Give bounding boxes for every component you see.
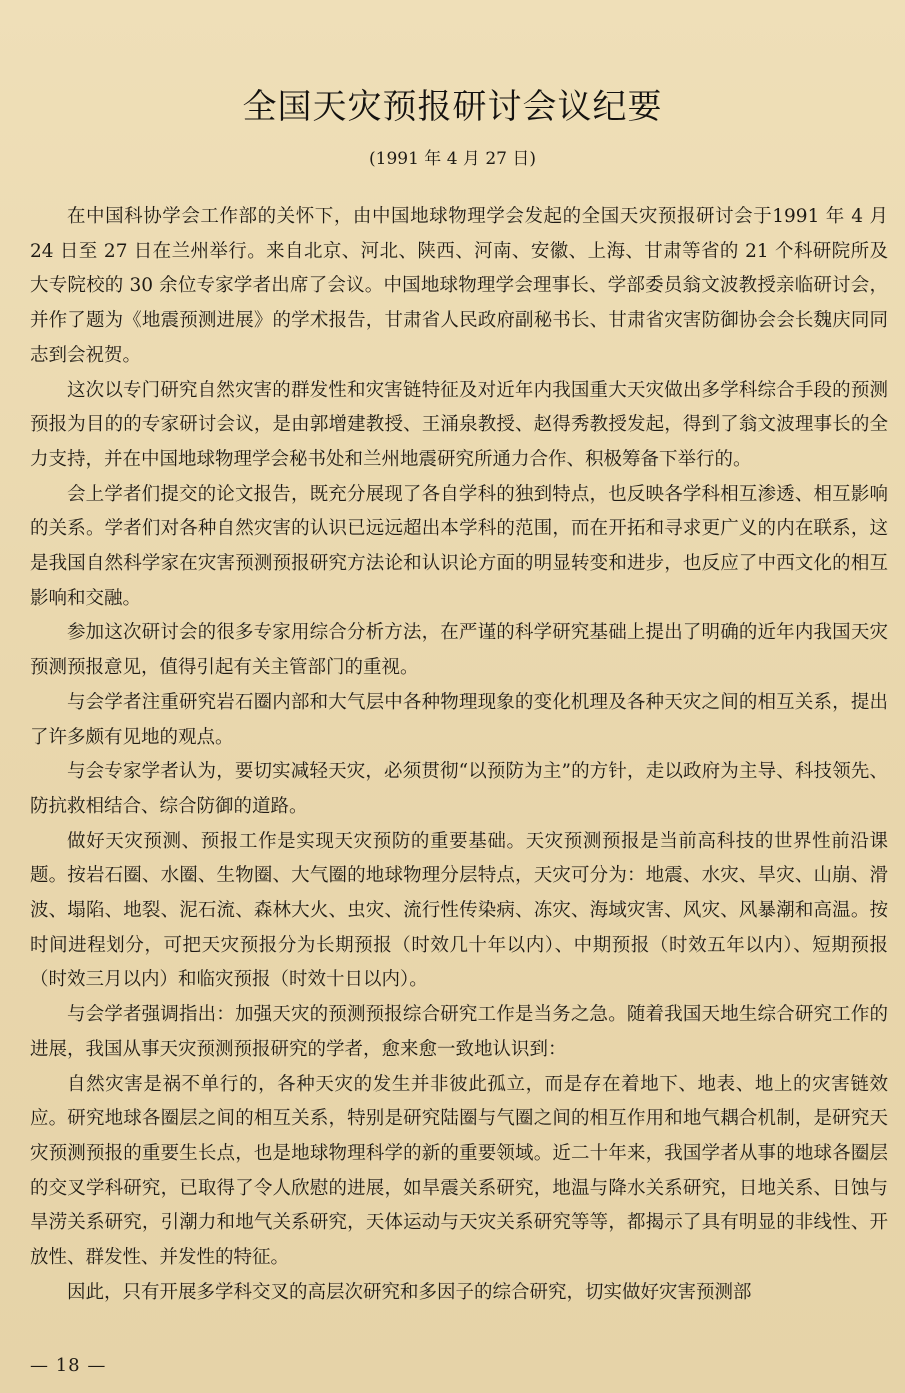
paragraph: 与会学者注重研究岩石圈内部和大气层中各种物理现象的变化机理及各种天灾之间的相互关系，提出了许多颇有见地的观点。 [30, 691, 888, 748]
paragraph: 与会专家学者认为，要切实减轻天灾，必须贯彻“以预防为主”的方针，走以政府为主导、科技领先、防抗救相结合、综合防御的道路。 [30, 761, 888, 817]
page-title: 全国天灾预报研讨会议纪要 [242, 86, 663, 127]
paragraph: 参加这次研讨会的很多专家用综合分析方法，在严谨的科学研究基础上提出了明确的近年内我国天灾预测预报意见，值得引起有关主管部门的重视。 [30, 622, 888, 679]
document-date: (1991 年 4 月 27 日) [369, 149, 536, 169]
paragraph: 因此，只有开展多学科交叉的高层次研究和多因子的综合研究，切实做好灾害预测部 [67, 1281, 752, 1303]
document-body [30, 200, 888, 1311]
paragraph: 这次以专门研究自然灾害的群发性和灾害链特征及对近年内我国重大天灾做出多学科综合手段的预测预报为目的的专家研讨会议，是由郭增建教授、王涌泉教授、赵得秀教授发起，得到了翁文波理事长的全力支持，并在中国地球物理学会秘书处和兰州地震研究所通力合作、积极筹备下举行的。 [30, 379, 888, 470]
paragraph: 会上学者们提交的论文报告，既充分展现了各自学科的独到特点，也反映各学科相互渗透、相互影响的关系。学者们对各种自然灾害的认识已远远超出本学科的范围，而在开拓和寻求更广义的内在联系，这是我国自然科学家在灾害预测预报研究方法论和认识论方面的明显转变和进步，也反应了中西文化的相互影响和交融。 [30, 483, 888, 609]
paragraph: 自然灾害是祸不单行的，各种天灾的发生并非彼此孤立，而是存在着地下、地表、地上的灾害链效应。研究地球各圈层之间的相互关系，特别是研究陆圈与气圈之间的相互作用和地气耦合机制，是研究天灾预测预报的重要生长点，也是地球物理科学的新的重要领域。近二十年来，我国学者从事的地球各圈层的交叉学科研究，已取得了令人欣慰的进展，如旱震关系研究，地温与降水关系研究，日地关系、日蚀与旱涝关系研究，引潮力和地气关系研究，天体运动与天灾关系研究等等，都揭示了具有明显的非线性、开放性、群发性、并发性的特征。 [30, 1073, 888, 1269]
paragraph: 在中国科协学会工作部的关怀下，由中国地球物理学会发起的全国天灾预报研讨会于1991 年 4 月 24 日至 27 日在兰州举行。来自北京、河北、陕西、河南、安徽、上海、甘肃等省的 21 个科研院所及大专院校的 30 余位专家学者出席了会议。中国地球物理学会理事长、学部委员翁文波教授亲临研讨会，并作了题为《地震预测进展》的学术报告，甘肃省人民政府副秘书长、甘肃省灾害防御协会会长魏庆同同志到会祝贺。 [30, 206, 888, 366]
paragraph: 与会学者强调指出：加强天灾的预测预报综合研究工作是当务之急。随着我国天地生综合研究工作的进展，我国从事天灾预测预报研究的学者，愈来愈一致地认识到： [30, 1004, 888, 1060]
paragraph: 做好天灾预测、预报工作是实现天灾预防的重要基础。天灾预测预报是当前高科技的世界性前沿课题。按岩石圈、水圈、生物圈、大气圈的地球物理分层特点，天灾可分为：地震、水灾、旱灾、山崩、滑波、塌陷、地裂、泥石流、森林大火、虫灾、流行性传染病、冻灾、海域灾害、风灾、风暴潮和高温。按时间进程划分，可把天灾预报分为长期预报（时效几十年以内）、中期预报（时效五年以内）、短期预报（时效三月以内）和临灾预报（时效十日以内）。 [30, 830, 888, 991]
page-number: — 18 — [30, 1355, 107, 1376]
